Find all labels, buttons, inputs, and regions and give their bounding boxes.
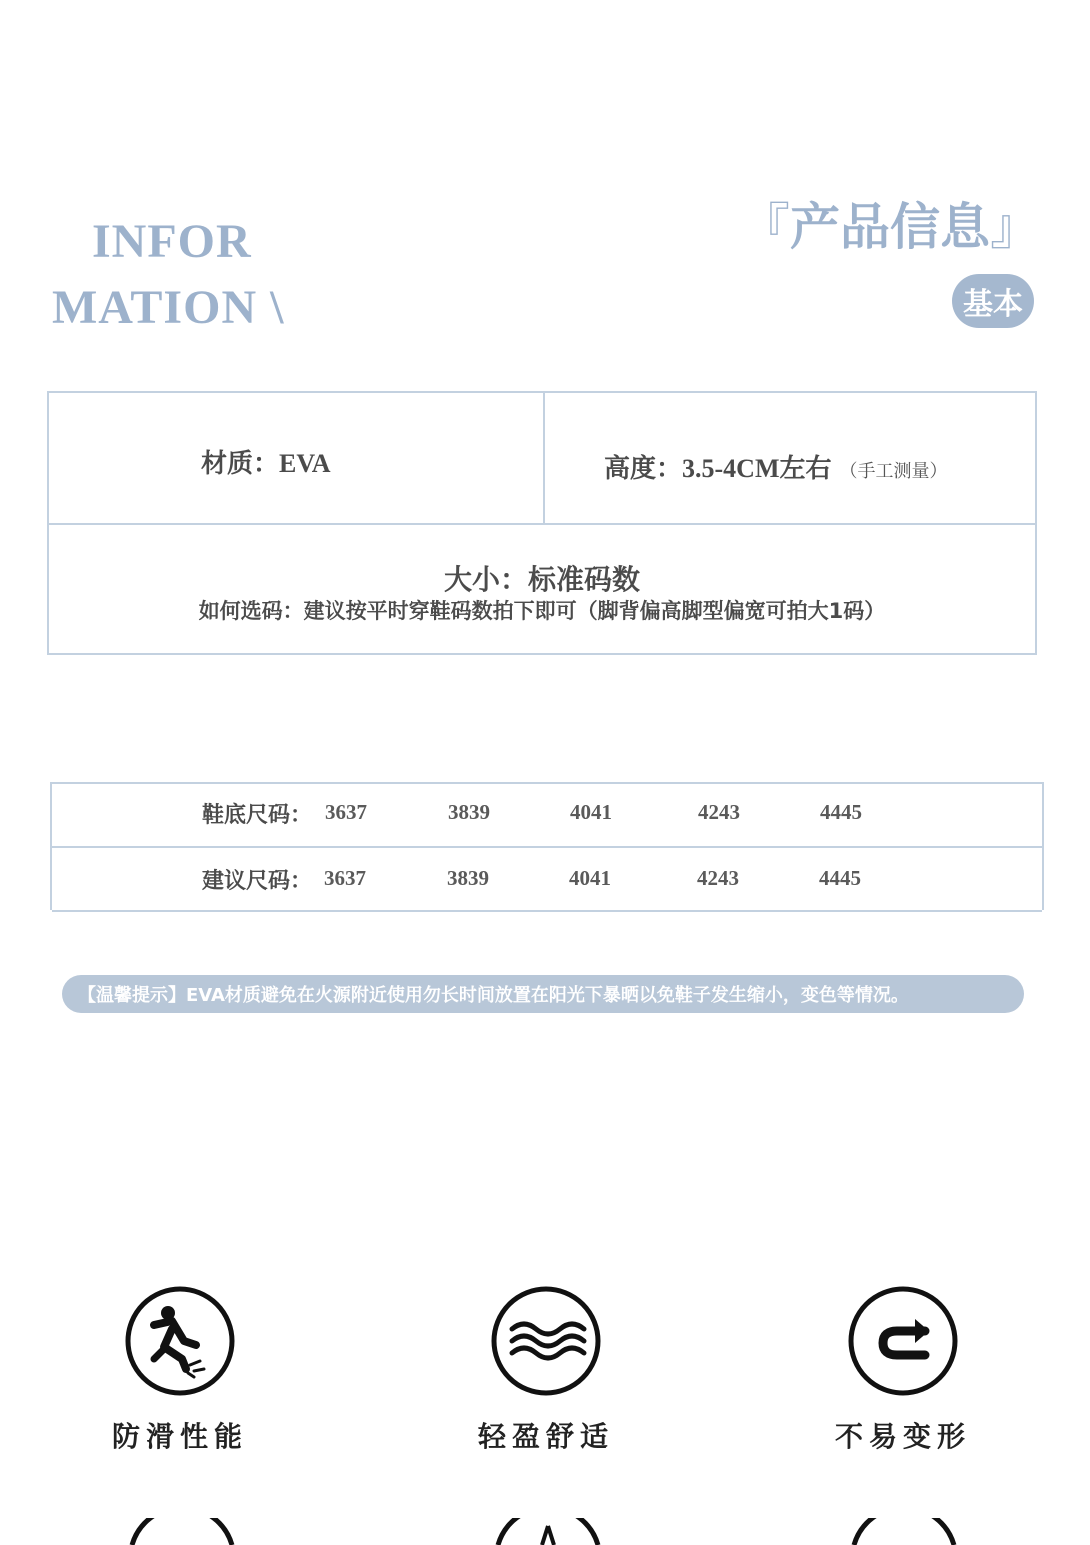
height-value: 3.5-4CM [682,454,780,483]
size-title: 大小：标准码数 [443,563,640,596]
close-bracket: 』 [990,198,1040,256]
product-info-title [740,200,1040,255]
size-value: 3839 [448,800,490,824]
size-value: 4243 [698,800,740,824]
english-title-line2: MATION \ [52,281,285,334]
english-title-line1: INFOR [92,215,252,268]
height-note: （手工测量） [839,461,948,482]
size-value: 4041 [570,800,612,824]
feature-label: 轻盈舒适 [477,1420,614,1453]
feature-no-deform [813,1285,993,1455]
size-value: 4445 [820,800,862,824]
size-value: 3839 [447,866,489,890]
title-text: 产品信息 [790,198,990,256]
size-table-bottom [52,910,1042,912]
size-value: 4041 [569,866,611,890]
size-value: 4445 [819,866,861,890]
feature-icon-partial [492,1518,604,1545]
open-bracket: 『 [740,198,790,256]
info-divider [543,393,545,523]
size-table [50,782,1044,910]
height-label: 高度： [604,454,683,484]
size-advice: 如何选码：建议按平时穿鞋码数拍下即可（脚背偏高脚型偏宽可拍大1码） [198,599,886,623]
size-value: 3637 [324,866,366,890]
return-arrow-icon [847,1285,959,1397]
feature-label: 防滑性能 [111,1420,248,1453]
size-row-suggest [52,850,1042,913]
wave-icon [490,1285,602,1397]
feature-label: 不易变形 [834,1420,971,1453]
height-cell [604,448,948,485]
feature-icon-partial [126,1518,238,1545]
size-row-label: 建议尺码： [202,869,313,894]
basic-tag: 基本 [952,274,1034,328]
feature-light [456,1285,636,1455]
material-label: 材质： [201,449,280,479]
size-row-sole [52,784,1042,847]
material-cell [201,443,331,480]
info-table [47,391,1037,655]
size-value: 3637 [325,800,367,824]
size-value: 4243 [697,866,739,890]
anti-slip-icon [124,1285,236,1397]
size-table-divider [52,846,1042,848]
feature-anti-slip [90,1285,270,1455]
material-value: EVA [279,449,331,478]
warm-tip: 【温馨提示】EVA材质避免在火源附近使用勿长时间放置在阳光下暴晒以免鞋子发生缩小，变色等情况。 [62,975,1024,1013]
size-row-label: 鞋底尺码： [202,803,313,828]
feature-icon-partial [848,1518,960,1545]
height-suffix: 左右 [779,454,832,484]
